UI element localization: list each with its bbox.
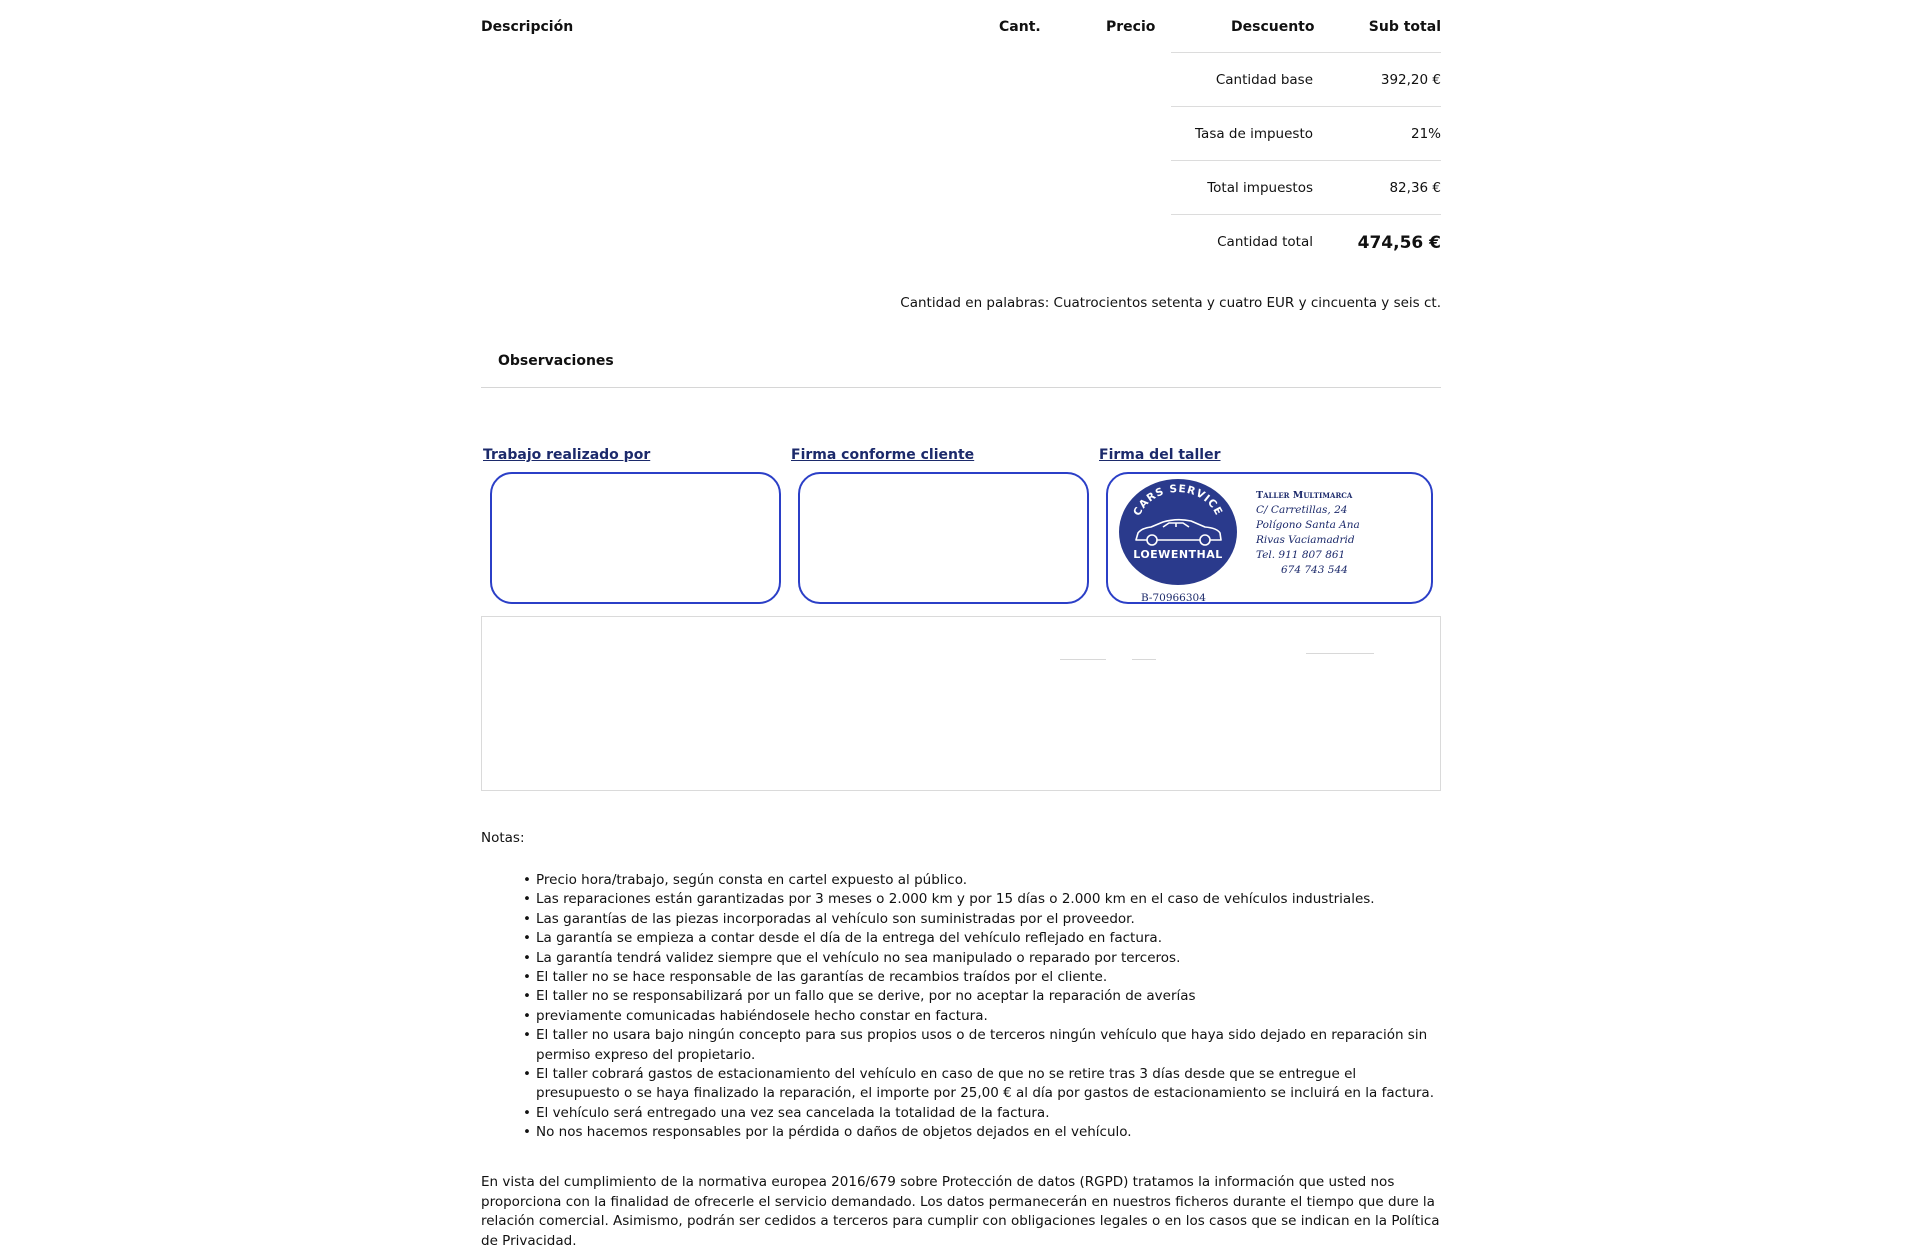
list-item: • Las garantías de las piezas incorporadas al vehículo son suministradas por el proveedor.: [536, 910, 1436, 929]
faint-mark: [1306, 653, 1374, 654]
list-item: • El taller no usara bajo ningún concepto para sus propios usos o de terceros ningún vehículo que haya sido dejado en reparación sin permiso expreso del propietario.: [536, 1026, 1436, 1065]
base-label: Cantidad base: [1215, 72, 1313, 88]
tax-total-label: Total impuestos: [1207, 180, 1313, 196]
signature-workshop-box: [1106, 472, 1433, 604]
stamp-city: Rivas Vaciamadrid: [1256, 534, 1355, 546]
stamp-car-icon: [1119, 479, 1237, 585]
items-table-header: [481, 19, 1441, 39]
observations-title: Observaciones: [498, 353, 614, 369]
stamp-arc-text: CARS SERVICE: [1131, 482, 1225, 518]
stamp-address2: Polígono Santa Ana: [1256, 519, 1360, 531]
stamp-brand: LOEWENTHAL: [1133, 548, 1223, 561]
stamp-cif: B-70966304: [1141, 592, 1206, 604]
header-cant: Cant.: [999, 19, 1041, 35]
svg-text:CARS SERVICE: [1131, 483, 1225, 518]
grand-total-label: Cantidad total: [1217, 234, 1313, 250]
signature-worker-label: Trabajo realizado por: [483, 447, 651, 463]
list-item: • El taller cobrará gastos de estacionamiento del vehículo en caso de que no se retire tras 3 días desde que se entregue el presupuesto o se haya finalizado la reparación, el importe por 25,00 € al día por gastos de estacionamiento se incluirá en la factura.: [536, 1065, 1436, 1104]
base-value: 392,20 €: [1380, 72, 1441, 88]
header-descuento: Descuento: [1231, 19, 1315, 35]
stamp-phone2: 674 743 544: [1281, 564, 1348, 576]
stamp-title: Taller Multimarca: [1256, 490, 1353, 501]
totals-row-base: [1171, 52, 1441, 106]
blank-signature-area: [481, 616, 1441, 791]
list-item: • El taller no se responsabilizará por un fallo que se derive, por no aceptar la reparación de averías: [536, 987, 1436, 1006]
notes-list: [536, 871, 1436, 1143]
totals-row-grand-total: [1171, 214, 1441, 268]
amount-in-words: Cantidad en palabras: Cuatrocientos setenta y cuatro EUR y cincuenta y seis ct.: [900, 295, 1441, 311]
list-item: • Precio hora/trabajo, según consta en cartel expuesto al público.: [536, 871, 1436, 890]
grand-total-value: 474,56 €: [1357, 233, 1441, 253]
list-item: • Las reparaciones están garantizadas por 3 meses o 2.000 km y por 15 días o 2.000 km en el caso de vehículos industriales.: [536, 890, 1436, 909]
notes-title: Notas:: [481, 830, 525, 846]
faint-mark: [1060, 659, 1106, 660]
signature-client-label: Firma conforme cliente: [791, 447, 975, 463]
signature-workshop-label: Firma del taller: [1099, 447, 1221, 463]
header-precio: Precio: [1106, 19, 1156, 35]
tax-total-value: 82,36 €: [1389, 180, 1441, 196]
list-item: • previamente comunicadas habiéndosele hecho constar en factura.: [536, 1007, 1436, 1026]
list-item: • El vehículo será entregado una vez sea cancelada la totalidad de la factura.: [536, 1104, 1436, 1123]
stamp-address1: C/ Carretillas, 24: [1256, 504, 1348, 516]
stamp-address-block: [1256, 488, 1360, 578]
totals-row-tax-total: [1171, 160, 1441, 214]
tax-rate-label: Tasa de impuesto: [1195, 126, 1313, 142]
list-item: • No nos hacemos responsables por la pérdida o daños de objetos dejados en el vehículo.: [536, 1123, 1436, 1142]
privacy-notice: En vista del cumplimiento de la normativa europea 2016/679 sobre Protección de datos (RGPD) tratamos la información que usted nos proporciona con la finalidad de ofrecerle el servicio demandado. Los datos permanecerán en nuestros ficheros durante el tiempo que dure la relación comercial. Asimismo, podrán ser cedidos a terceros para cumplir con obligaciones legales o en los casos que se indican en la Política de Privacidad.: [481, 1174, 1440, 1249]
list-item: • La garantía tendrá validez siempre que el vehículo no sea manipulado o reparado por terceros.: [536, 949, 1436, 968]
tax-rate-value: 21%: [1410, 126, 1441, 142]
header-subtotal: Sub total: [1368, 19, 1441, 35]
header-descripcion: Descripción: [481, 19, 574, 35]
list-item: • El taller no se hace responsable de las garantías de recambios traídos por el cliente.: [536, 968, 1436, 987]
faint-mark: [1132, 659, 1156, 660]
observations-divider: [481, 387, 1441, 388]
list-item: • La garantía se empieza a contar desde el día de la entrega del vehículo reflejado en factura.: [536, 929, 1436, 948]
signature-worker-box: [490, 472, 781, 604]
totals-row-tax-rate: [1171, 106, 1441, 160]
stamp-phone1: Tel. 911 807 861: [1256, 549, 1346, 561]
signature-client-box: [798, 472, 1089, 604]
totals-table: [1171, 52, 1441, 268]
